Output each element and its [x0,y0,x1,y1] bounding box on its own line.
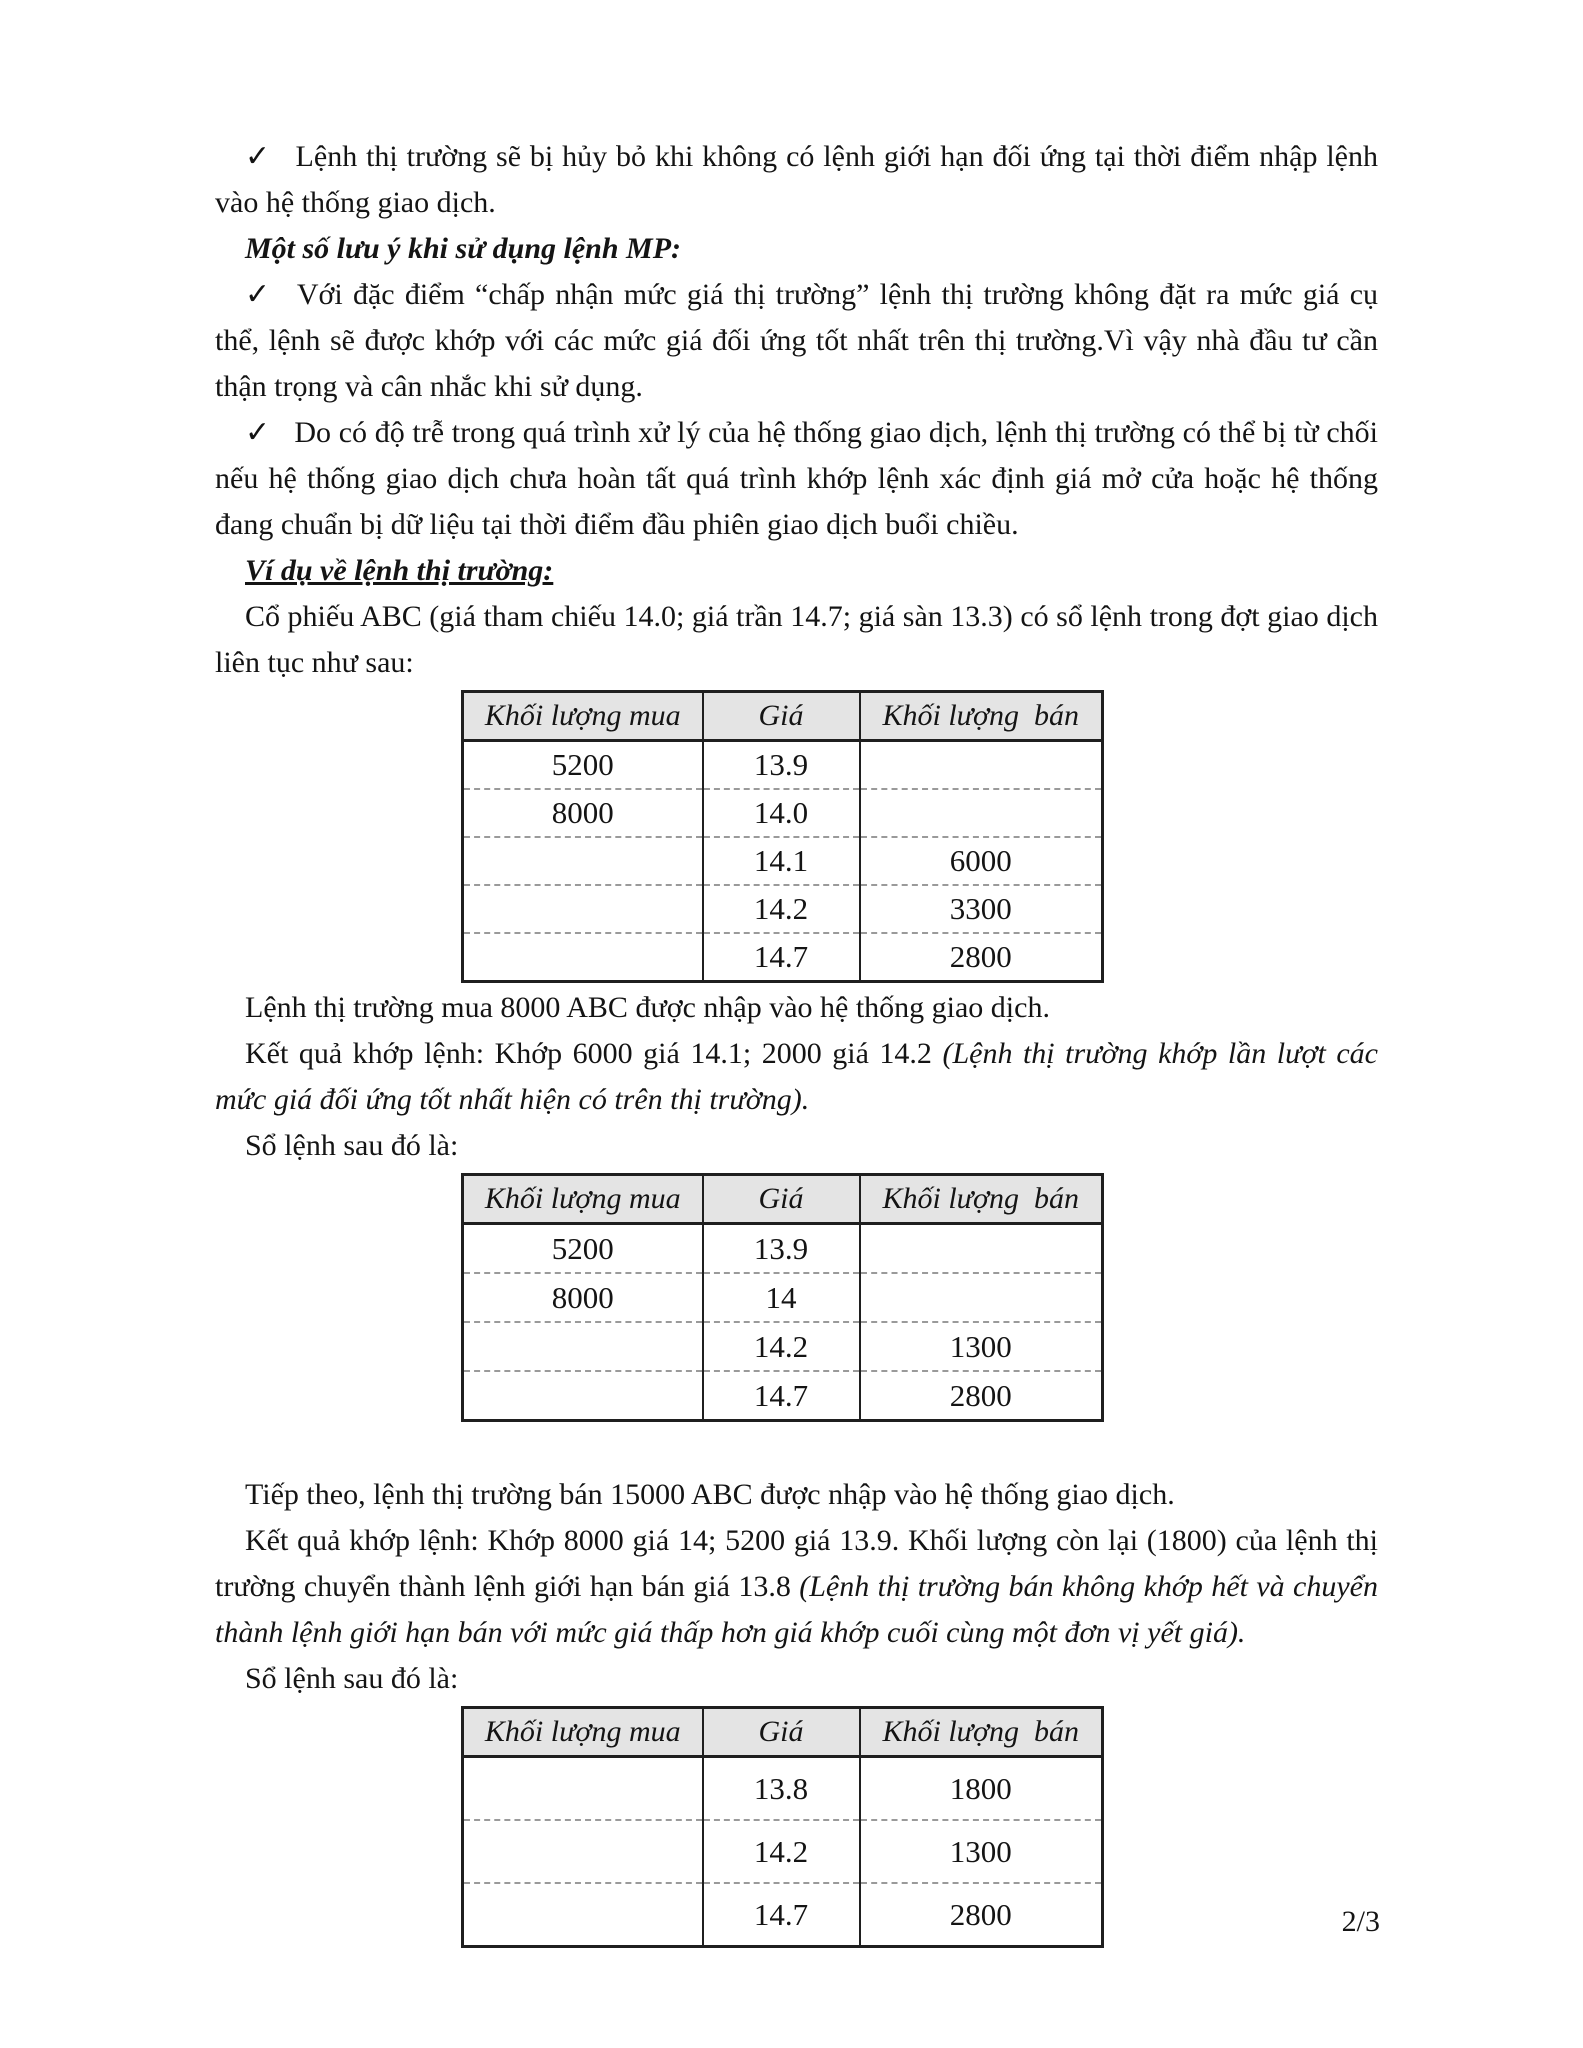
table-cell [463,1820,703,1883]
orderbook-table-after-buy [461,1173,1104,1422]
table-cell: 1300 [860,1322,1103,1371]
result-note-italic: (Lệnh thị trường bán không khớp hết và chuyển thành lệnh giới hạn bán với mức giá thấp hơn giá khớp cuối cùng một đơn vị yết giá). [215,1570,1378,1649]
table-row [463,933,1103,982]
table-header-row [463,692,1103,741]
table-cell: 14 [703,1273,860,1322]
checkmark-icon: ✓ [245,140,272,173]
table-cell: 8000 [463,1273,703,1322]
table-row [463,1757,1103,1821]
page-number: 2/3 [1341,1905,1380,1938]
table-row [463,1273,1103,1322]
orderbook-table-initial [461,690,1104,983]
paragraph-buy-order-entry: Lệnh thị trường mua 8000 ABC được nhập vào hệ thống giao dịch. [245,991,1050,1024]
result-text: Kết quả khớp lệnh: Khớp 6000 giá 14.1; 2000 giá 14.2 [245,1037,943,1070]
table-row [463,741,1103,790]
table-cell: 5200 [463,1224,703,1274]
paragraph-mp-note-1 [215,272,1378,410]
table-cell: 13.9 [703,741,860,790]
paragraph-mp-note-2 [215,410,1378,548]
paragraph-sell-match-result [215,1518,1378,1656]
table-cell [463,1883,703,1947]
table-row [463,1371,1103,1421]
table-row [463,1224,1103,1274]
table-row [463,1820,1103,1883]
page-content [215,134,1378,1950]
result-note-italic: (Lệnh thị trường khớp lần lượt các mức giá đối ứng tốt nhất hiện có trên thị trường). [215,1037,1378,1116]
table-cell [463,1371,703,1421]
column-header-buy-volume: Khối lượng mua [463,1708,703,1757]
table-cell: 14.7 [703,933,860,982]
paragraph-market-order-cancel [215,134,1378,226]
column-header-price: Giá [703,1708,860,1757]
column-header-sell-volume: Khối lượng bán [860,1175,1103,1224]
table-cell: 14.2 [703,885,860,933]
heading-text: Ví dụ về lệnh thị trường: [245,554,554,587]
heading-market-order-example [215,548,1378,594]
table-cell: 14.1 [703,837,860,885]
table-row [463,789,1103,837]
result-text: Kết quả khớp lệnh: Khớp 8000 giá 14; 5200 giá 13.9. Khối lượng còn lại (1800) của lệnh thị trường chuyển thành lệnh giới hạn bán giá 13.8 [215,1524,1378,1603]
column-header-price: Giá [703,1175,860,1224]
table-body [463,1224,1103,1421]
table-cell [463,1322,703,1371]
column-header-price: Giá [703,692,860,741]
table-cell: 14.2 [703,1322,860,1371]
table-row [463,837,1103,885]
table-header-row [463,1175,1103,1224]
paragraph-text: Với đặc điểm “chấp nhận mức giá thị trường” lệnh thị trường không đặt ra mức giá cụ thể, lệnh sẽ được khớp với các mức giá đối ứng tốt nhất trên thị trường.Vì vậy nhà đầu tư cần thận trọng và cân nhắc khi sử dụng. [215,278,1379,403]
table-cell: 14.7 [703,1883,860,1947]
table-cell: 6000 [860,837,1103,885]
table-cell: 2800 [860,1371,1103,1421]
orderbook-table-after-sell [461,1706,1104,1948]
paragraph-orderbook-after-label-2: Sổ lệnh sau đó là: [245,1662,459,1695]
paragraph-text: Do có độ trễ trong quá trình xử lý của hệ thống giao dịch, lệnh thị trường có thể bị từ chối nếu hệ thống giao dịch chưa hoàn tất quá trình khớp lệnh xác định giá mở cửa hoặc hệ thống đang chuẩn bị dữ liệu tại thời điểm đầu phiên giao dịch buổi chiều. [215,416,1378,541]
table-cell [463,837,703,885]
table-cell: 14.7 [703,1371,860,1421]
table-cell: 2800 [860,933,1103,982]
table-cell: 14.0 [703,789,860,837]
table-body [463,741,1103,982]
table-cell [463,885,703,933]
table-cell: 13.9 [703,1224,860,1274]
checkmark-icon: ✓ [245,416,271,449]
table-cell: 13.8 [703,1757,860,1821]
table-cell [463,933,703,982]
paragraph-orderbook-after-label-1: Sổ lệnh sau đó là: [245,1129,459,1162]
table-cell [860,789,1103,837]
table-cell [860,741,1103,790]
table-cell [860,1273,1103,1322]
heading-mp-notes: Một số lưu ý khi sử dụng lệnh MP: [245,232,682,265]
table-cell: 2800 [860,1883,1103,1947]
checkmark-icon: ✓ [245,278,273,311]
table-body [463,1757,1103,1947]
table-cell: 8000 [463,789,703,837]
column-header-sell-volume: Khối lượng bán [860,692,1103,741]
table-header-row [463,1708,1103,1757]
table-cell: 1800 [860,1757,1103,1821]
table-row [463,1322,1103,1371]
column-header-buy-volume: Khối lượng mua [463,1175,703,1224]
paragraph-sell-order-entry: Tiếp theo, lệnh thị trường bán 15000 ABC được nhập vào hệ thống giao dịch. [245,1478,1175,1511]
table-cell: 3300 [860,885,1103,933]
table-cell: 5200 [463,741,703,790]
table-cell: 14.2 [703,1820,860,1883]
table-cell [860,1224,1103,1274]
paragraph-text: Lệnh thị trường sẽ bị hủy bỏ khi không có lệnh giới hạn đối ứng tại thời điểm nhập lệnh vào hệ thống giao dịch. [215,140,1378,219]
column-header-buy-volume: Khối lượng mua [463,692,703,741]
table-cell: 1300 [860,1820,1103,1883]
column-header-sell-volume: Khối lượng bán [860,1708,1103,1757]
paragraph-buy-match-result [215,1031,1378,1123]
paragraph-example-intro: Cổ phiếu ABC (giá tham chiếu 14.0; giá trần 14.7; giá sàn 13.3) có sổ lệnh trong đợt giao dịch liên tục như sau: [215,600,1378,679]
table-row [463,885,1103,933]
table-row [463,1883,1103,1947]
table-cell [463,1757,703,1821]
